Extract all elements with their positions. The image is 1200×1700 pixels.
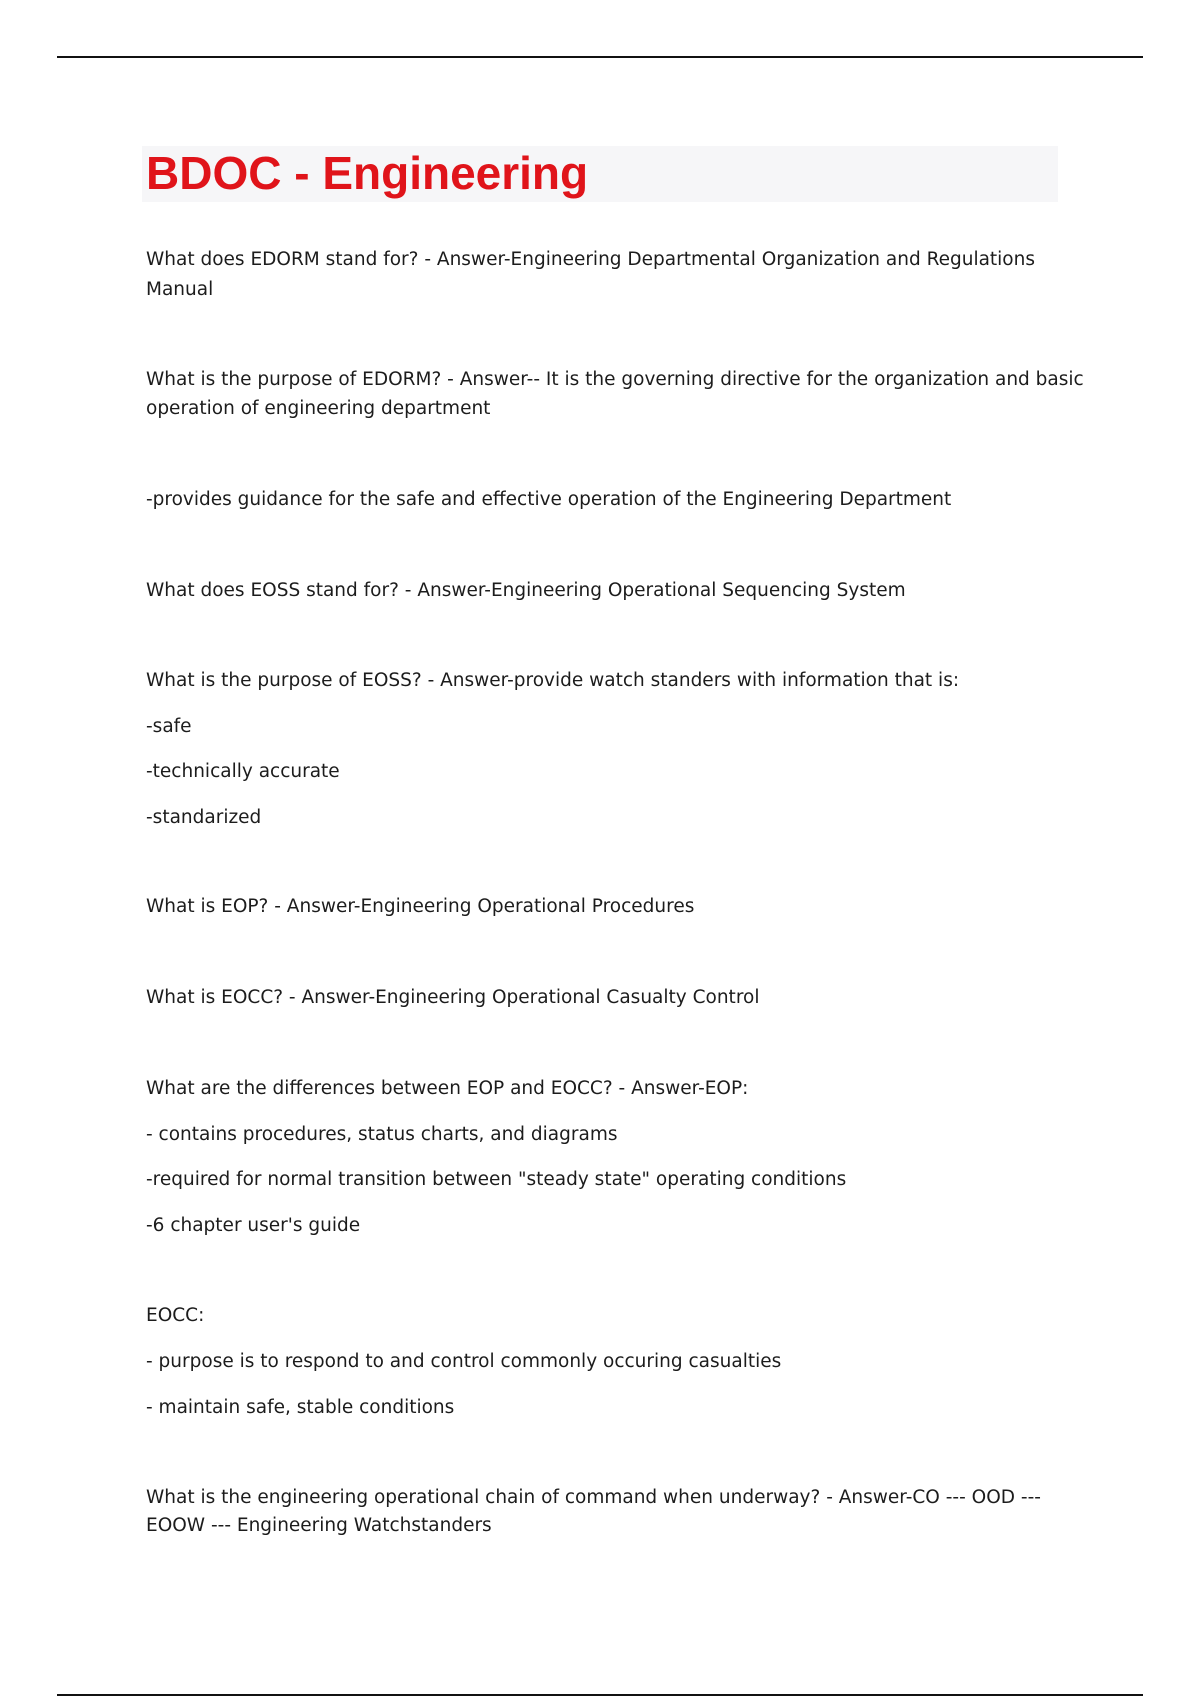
- text-line-eop: What is EOP? - Answer-Engineering Operational Procedures: [146, 896, 695, 917]
- text-line-steady-state: -required for normal transition between "steady state" operating conditions: [146, 1169, 847, 1190]
- text-line-stable: - maintain safe, stable conditions: [146, 1397, 455, 1418]
- text-line-chain-of-command-cont: EOOW --- Engineering Watchstanders: [146, 1515, 492, 1536]
- text-line-eocc: What is EOCC? - Answer-Engineering Operational Casualty Control: [146, 987, 760, 1008]
- text-line-eocc-heading: EOCC:: [146, 1305, 205, 1326]
- text-line-edorm-purpose: What is the purpose of EDORM? - Answer-- It is the governing directive for the organization and basic: [146, 369, 1084, 390]
- text-line-eoss-q: What does EOSS stand for? - Answer-Engineering Operational Sequencing System: [146, 580, 906, 601]
- text-line-differences: What are the differences between EOP and EOCC? - Answer-EOP:: [146, 1078, 749, 1099]
- text-line-edorm-q: What does EDORM stand for? - Answer-Engineering Departmental Organization and Regulations: [146, 249, 1035, 270]
- text-line-chain-of-command: What is the engineering operational chain of command when underway? - Answer-CO --- OOD ---: [146, 1487, 1041, 1508]
- top-rule: [57, 56, 1143, 58]
- text-line-safe: -safe: [146, 716, 192, 737]
- text-line-casualties: - purpose is to respond to and control commonly occuring casualties: [146, 1351, 782, 1372]
- text-line-accurate: -technically accurate: [146, 761, 340, 782]
- text-line-procedures: - contains procedures, status charts, and diagrams: [146, 1124, 618, 1145]
- text-line-user-guide: -6 chapter user's guide: [146, 1215, 361, 1236]
- text-line-edorm-q-cont: Manual: [146, 279, 214, 300]
- text-line-edorm-purpose-cont: operation of engineering department: [146, 398, 491, 419]
- document-title: BDOC - Engineering: [146, 147, 589, 199]
- text-line-standarized: -standarized: [146, 807, 262, 828]
- text-line-eoss-purpose: What is the purpose of EOSS? - Answer-provide watch standers with information that is:: [146, 670, 960, 691]
- text-line-guidance: -provides guidance for the safe and effective operation of the Engineering Department: [146, 489, 952, 510]
- bottom-rule: [57, 1694, 1143, 1696]
